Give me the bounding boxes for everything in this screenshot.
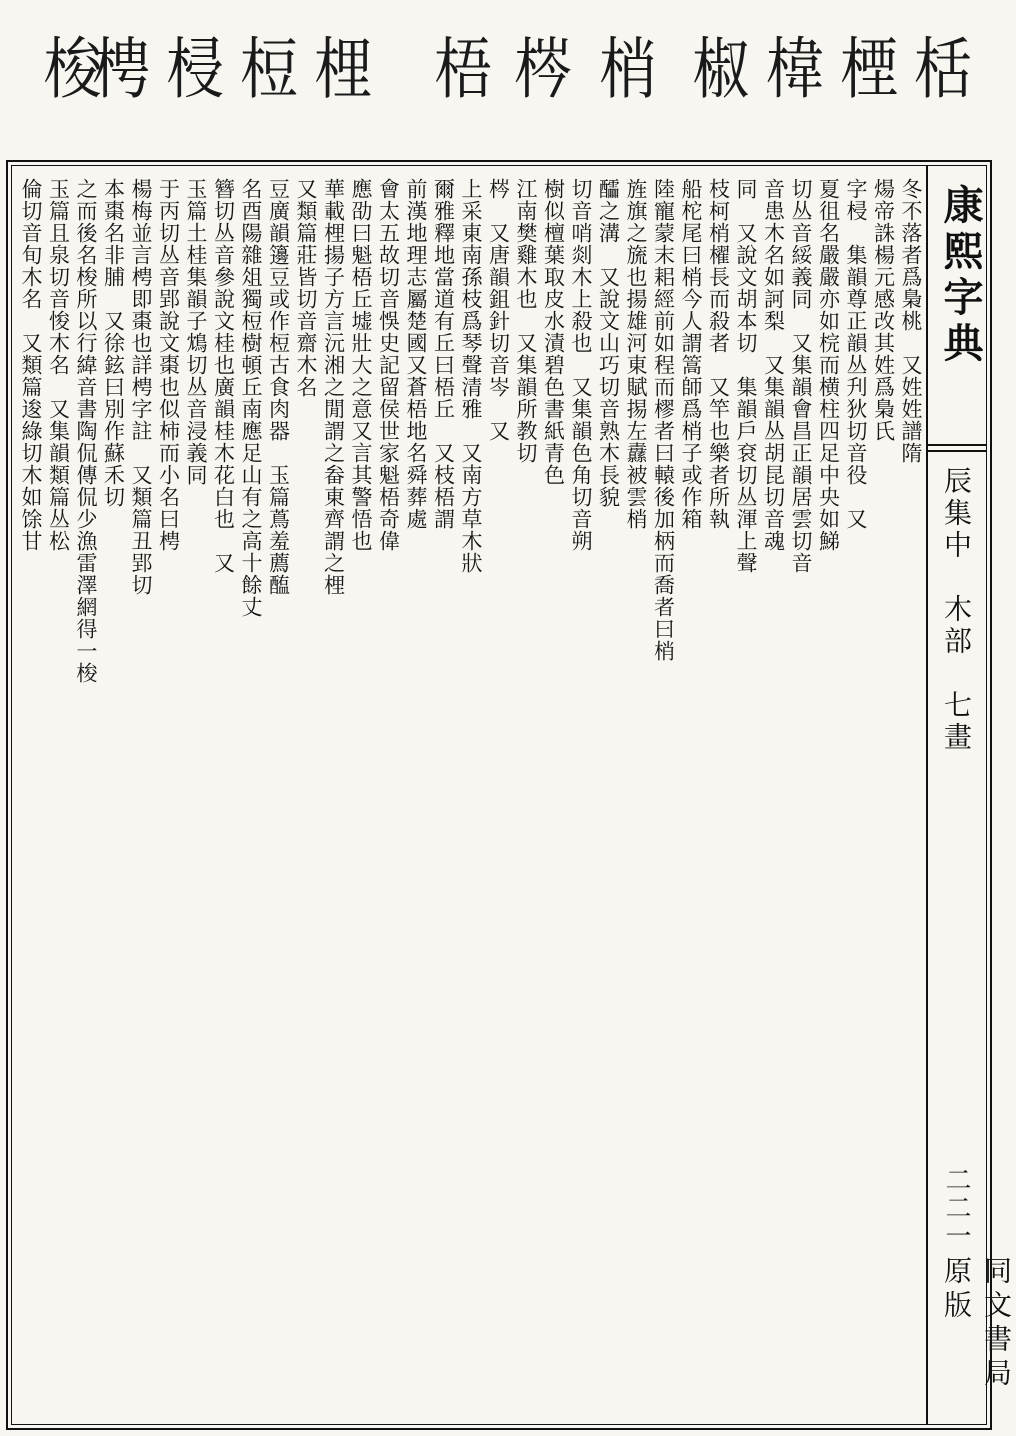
column-text: 華載梩揚子方言沅湘之閒謂之畚東齊謂之梩 xyxy=(321,178,346,596)
text-column xyxy=(869,170,897,1420)
seal-glyph: 梭 xyxy=(43,29,102,109)
text-column xyxy=(704,170,732,1420)
text-column xyxy=(44,170,72,1420)
column-text: 冬不落者爲梟桃 又姓姓譜隋 xyxy=(899,178,923,464)
column-text: 又類篇莊皆切音齋木名 xyxy=(294,178,318,398)
text-column xyxy=(72,170,100,1420)
text-column xyxy=(154,170,182,1420)
text-column xyxy=(347,170,375,1420)
seal-glyph: 栝 xyxy=(913,29,972,109)
text-column xyxy=(17,170,45,1420)
text-column xyxy=(814,170,842,1420)
text-column xyxy=(622,170,650,1420)
text-column xyxy=(759,170,787,1420)
page-frame xyxy=(6,160,1013,1430)
column-text: 船柁尾曰梢今人謂篙師爲梢子或作箱 xyxy=(679,178,703,530)
column-text: 于丙切丛音郢說文棗也似柿而小名曰梬 xyxy=(156,178,181,552)
column-text: 煬帝誅楊元感改其姓爲梟氏 xyxy=(871,178,896,442)
seal-group-6 xyxy=(36,14,110,124)
column-text: 倫切音旬木名 又類篇逡綠切木如馀甘 xyxy=(19,178,43,552)
text-column xyxy=(402,170,430,1420)
column-text: 旌旗之旒也揚雄河東賦掦左纛被雲梢 xyxy=(624,178,648,530)
text-column xyxy=(182,170,210,1420)
side-divider xyxy=(928,450,986,452)
column-text: 枝柯梢櫂長而殺者 又竿也樂者所執 xyxy=(706,178,731,530)
seal-glyph: 㮒 xyxy=(839,29,898,109)
column-text: 音患木名如訶梨 又集韻丛胡昆切音魂 xyxy=(761,178,786,552)
seal-group-3 xyxy=(506,14,580,124)
entries-columns xyxy=(17,170,925,1420)
seal-glyph: 梪 xyxy=(239,29,298,109)
dictionary-title: 康熙字典 xyxy=(937,184,984,368)
text-column xyxy=(429,170,457,1420)
entries-area xyxy=(16,170,924,1420)
text-column xyxy=(319,170,347,1420)
column-text: 江南樊雞木也 又集韻所教切 xyxy=(514,178,538,464)
seal-glyph: 梢 xyxy=(598,29,657,109)
text-column xyxy=(539,170,567,1420)
column-text: 前漢地理志屬楚國又蒼梧地名舜葬處 xyxy=(404,178,428,530)
column-text: 玉篇且泉切音悛木名 又集韻類篇丛松 xyxy=(46,178,71,552)
column-text: 簪切丛音參說文桂也廣韻桂木花白也 又 xyxy=(211,178,236,574)
text-column xyxy=(457,170,485,1420)
seal-glyph: 椒 xyxy=(691,29,750,109)
column-text: 切音哨剡木上殺也 又集韻色角切音朔 xyxy=(569,178,593,552)
column-text: 夏徂名嚴嚴亦如梡而横柱四足中央如鮷 xyxy=(816,178,841,552)
page-frame-inner xyxy=(11,165,1013,1425)
column-text: 樹似檀葉取皮水漬碧色書紙青色 xyxy=(541,178,566,486)
column-text: 名酉陽雜俎獨梪樹頓丘南應足山有之高十餘丈 xyxy=(239,178,263,618)
column-text: 楊梅並言梬即棗也詳梬字註 又類篇丑郢切 xyxy=(129,178,153,596)
seal-glyph: 椲 xyxy=(765,29,824,109)
column-text: 同 又說文胡本切 集韻戶袞切丛渾上聲 xyxy=(734,178,758,574)
column-text: 豆廣韻籩豆或作梪古食肉器 玉篇蔦羞薦醢 xyxy=(266,178,291,596)
text-column xyxy=(374,170,402,1420)
column-text: 醽之溝 又說文山巧切音熟木長貌 xyxy=(596,178,621,508)
text-column xyxy=(127,170,155,1420)
column-text: 之而後名梭所以行緯音書陶侃傳侃少漁雷澤網得一梭 xyxy=(74,178,98,684)
column-text: 上采東南孫枝爲琴聲清雅 又南方草木狀 xyxy=(459,178,483,574)
text-column xyxy=(292,170,320,1420)
column-text: 陸寵蒙末耜經前如程而樛者曰轅後加柄而喬者曰梢 xyxy=(651,178,676,662)
column-text: 應劭曰魁梧丘墟壯大之意又言其警悟也 xyxy=(349,178,373,552)
text-column xyxy=(99,170,127,1420)
column-text: 會太五故切音悞史記留侯世家魁梧奇偉 xyxy=(376,178,401,552)
section-label: 辰集中 木部 七畫 xyxy=(940,466,973,754)
seal-glyph: 梩 xyxy=(313,29,372,109)
text-column xyxy=(209,170,237,1420)
seal-glyph: 梫 xyxy=(165,29,224,109)
text-column xyxy=(677,170,705,1420)
seal-glyph: 梧 xyxy=(433,29,492,109)
text-column xyxy=(787,170,815,1420)
text-column xyxy=(264,170,292,1420)
text-column xyxy=(649,170,677,1420)
seal-group-1 xyxy=(684,14,980,124)
side-column xyxy=(926,166,1013,1424)
page-number: 二二一 xyxy=(941,1166,971,1250)
text-column xyxy=(842,170,870,1420)
seal-glyph: 梣 xyxy=(513,29,572,109)
text-column xyxy=(484,170,512,1420)
column-text: 本棗名非脯 又徐鉉曰別作蘇禾切 xyxy=(101,178,126,508)
side-divider xyxy=(928,444,986,446)
column-text: 爾雅釋地當道有丘曰梧丘 又枝梧謂 xyxy=(431,178,456,530)
column-text: 切丛音綏義同 又集韻會昌正韻居雲切音 xyxy=(789,178,813,574)
column-text: 梣 又唐韻鉏針切音岑 又 xyxy=(486,178,511,442)
seal-script-header xyxy=(0,0,1000,150)
text-column xyxy=(567,170,595,1420)
publisher-label: 同文書局原版 xyxy=(940,1256,1013,1392)
text-column xyxy=(732,170,760,1420)
text-column xyxy=(594,170,622,1420)
text-column xyxy=(897,170,925,1420)
text-column xyxy=(237,170,265,1420)
seal-group-5 xyxy=(84,14,380,124)
column-text: 字梫 集韻尊正韻丛刋狄切音役 又 xyxy=(844,178,868,530)
text-column xyxy=(512,170,540,1420)
column-text: 玉篇土桂集韻子鴆切丛音浸義同 xyxy=(184,178,208,486)
seal-glyph: 梬 xyxy=(91,29,150,109)
seal-group-4 xyxy=(426,14,500,124)
seal-group-2 xyxy=(591,14,665,124)
